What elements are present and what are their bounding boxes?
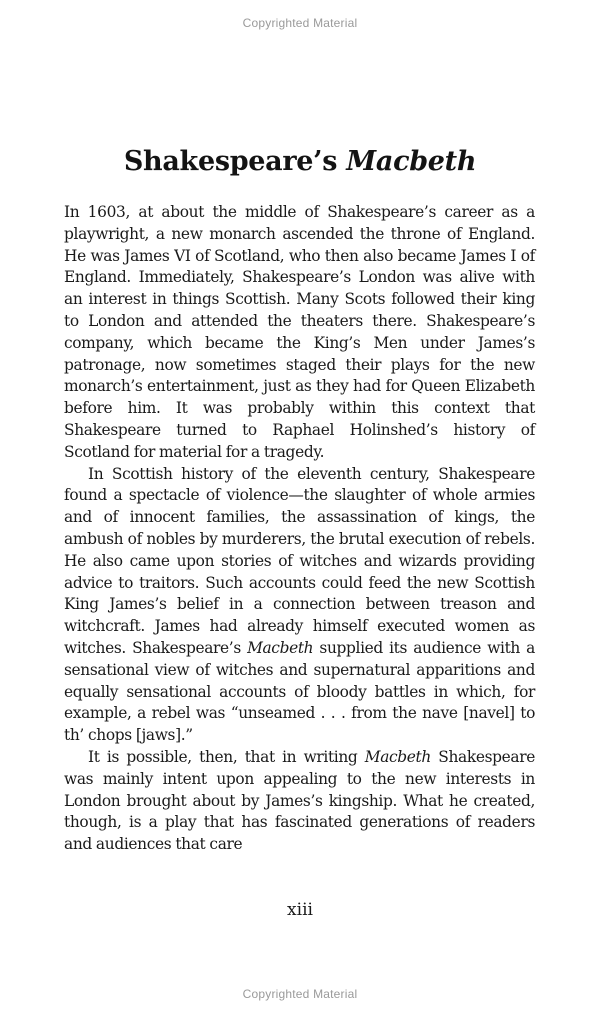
paragraph-3-text-a: It is possible, then, that in writing [88,747,358,766]
paragraph-1: In 1603, at about the middle of Shakespeare’s career as a playwright, a new monarch ascended the throne of England. He was James VI of Scotland, who then also became James I of England. Immediately, Shakespeare’s London was alive with an interest in things Scottish. Many Scots followed their king to London and attended the theaters there. Shakespeare’s company, which became the King’s Men under James’s patronage, now sometimes staged their plays for the new monarch’s entertainment, just as they had for Queen Elizabeth before him. It was probably within this context that Shakespeare turned to Raphael Holinshed’s history of Scotland for material for a tragedy. [64,203,535,461]
copyright-watermark-bottom: Copyrighted Material [242,987,358,1001]
page-number: xiii [287,900,313,920]
title-prefix: Shakespeare’s [123,146,338,178]
paragraph-2-italic: Macbeth [247,638,314,657]
paragraph-2 [64,464,535,747]
paragraph-3-text-b: Shakespeare was mainly intent upon appealing to the new interests in London brought about by James’s kingship. What he created, though, is a play that has fascinated generations of readers and audiences that care [64,747,535,854]
page-title [0,146,600,177]
title-italic: Macbeth [346,146,477,178]
body-text [64,202,535,856]
copyright-watermark-top: Copyrighted Material [242,16,358,30]
paragraph-2-text-a: In Scottish history of the eleventh century, Shakespeare found a spectacle of violence—the slaughter of whole armies and of innocent families, the assassination of kings, the ambush of nobles by murderers, the brutal execution of rebels. He also came upon stories of witches and wizards providing advice to traitors. Such accounts could feed the new Scottish King James’s belief in a connection between treason and witchcraft. James had already himself executed women as witches. Shakespeare’s [64,464,535,657]
paragraph-3-italic: Macbeth [364,747,431,766]
paragraph-2-text-b: supplied its audience with a sensational view of witches and supernatural apparitions and equally sensational accounts of bloody battles in which, for example, a rebel was “unseamed . . . from the nave [navel] to th’ chops [jaws].” [64,638,535,745]
paragraph-3 [64,747,535,856]
